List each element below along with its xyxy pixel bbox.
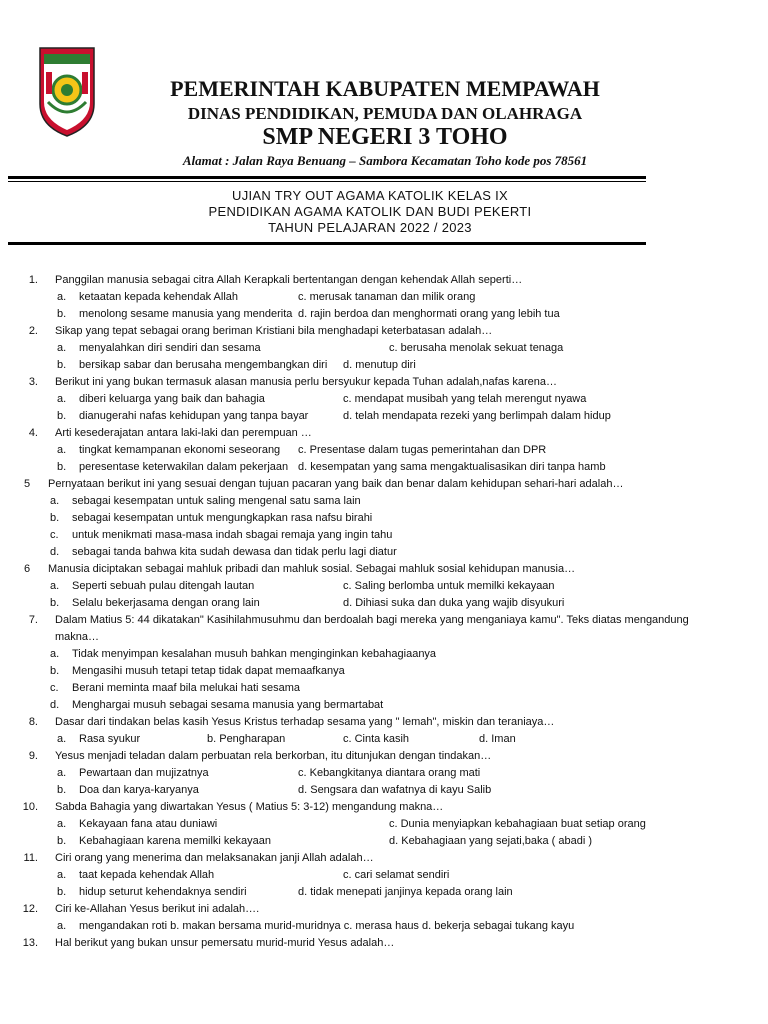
option-a: Kekayaan fana atau duniawi — [79, 818, 218, 830]
question-number: 13. — [22, 937, 38, 949]
option-b: sebagai kesempatan untuk mengungkapkan rasa nafsu birahi — [72, 512, 373, 524]
question-list — [0, 272, 768, 952]
question-text: makna… — [55, 631, 100, 643]
option-letter: a. — [57, 869, 67, 881]
question-1 — [0, 272, 768, 289]
option-c: c. berusaha menolak sekuat tenaga — [389, 342, 564, 354]
question-text: Yesus menjadi teladan dalam perbuatan rela berkorban, itu ditunjukan dengan tindakan… — [55, 750, 492, 762]
option-letter: a. — [57, 920, 67, 932]
options-row — [0, 289, 768, 306]
option-letter: b. — [57, 308, 67, 320]
option-d: d. telah mendapata rezeki yang berlimpah dalam hidup — [343, 410, 611, 422]
option-b: dianugerahi nafas kehidupan yang tanpa bayar — [79, 410, 309, 422]
options-row — [0, 884, 768, 901]
question-text: Dasar dari tindakan belas kasih Yesus Kristus terhadap sesama yang " lemah", miskin dan teraniaya… — [55, 716, 555, 728]
option-c: c. Saling berlomba untuk memilki kekayaan — [343, 580, 555, 592]
option-d: d. menutup diri — [343, 359, 416, 371]
options-row — [0, 544, 768, 561]
option-letter: b. — [57, 835, 67, 847]
option-letter: c. — [50, 682, 59, 694]
option-d: Menghargai musuh sebagai sesama manusia yang bermartabat — [72, 699, 384, 711]
option-letter: b. — [57, 886, 67, 898]
option-letter: a. — [50, 495, 60, 507]
options-row — [0, 765, 768, 782]
option-d: sebagai tanda bahwa kita sudah dewasa dan tidak perlu lagi diatur — [72, 546, 397, 558]
question-5 — [0, 476, 768, 493]
option-c: untuk menikmati masa-masa indah sbagai remaja yang ingin tahu — [72, 529, 393, 541]
options-row — [0, 680, 768, 697]
option-d: d. kesempatan yang sama mengaktualisasikan diri tanpa hamb — [298, 461, 606, 473]
option-c: c. mendapat musibah yang telah merengut nyawa — [343, 393, 587, 405]
question-text: Panggilan manusia sebagai citra Allah Kerapkali bertentangan dengan kehendak Allah seperti… — [55, 274, 523, 286]
header-department: DINAS PENDIDIKAN, PEMUDA DAN OLAHRAGA — [187, 104, 583, 123]
option-b: Doa dan karya-karyanya — [79, 784, 199, 796]
option-letter: a. — [50, 580, 60, 592]
option-a: Pewartaan dan mujizatnya — [79, 767, 209, 779]
question-number: 2. — [28, 325, 38, 337]
option-a: ketaatan kepada kehendak Allah — [79, 291, 239, 303]
option-b: Selalu bekerjasama dengan orang lain — [72, 597, 260, 609]
options-row — [0, 731, 768, 748]
options-row — [0, 816, 768, 833]
question-number: 5 — [24, 478, 31, 490]
option-a: Rasa syukur — [79, 733, 141, 745]
question-number: 12. — [22, 903, 38, 915]
option-letter: b. — [57, 461, 67, 473]
question-text: Ciri ke-Allahan Yesus berikut ini adalah…. — [55, 903, 260, 915]
option-letter: c. — [50, 529, 59, 541]
option-c: c. cari selamat sendiri — [343, 869, 450, 881]
option-letter: a. — [57, 393, 67, 405]
question-2 — [0, 323, 768, 340]
question-text: Pernyataan berikut ini yang sesuai dengan tujuan pacaran yang baik dan benar dalam kehidupan sehari-hari adalah… — [48, 478, 624, 490]
options-row — [0, 595, 768, 612]
option-b: hidup seturut kehendaknya sendiri — [79, 886, 247, 898]
question-number: 8. — [28, 716, 38, 728]
regency-logo — [36, 42, 98, 138]
option-letter: d. — [50, 699, 60, 711]
option-b: bersikap sabar dan berusaha mengembangkan diri — [79, 359, 328, 371]
question-text: Ciri orang yang menerima dan melaksanakan janji Allah adalah… — [55, 852, 374, 864]
question-text: Hal berikut yang bukan unsur pemersatu murid-murid Yesus adalah… — [55, 937, 395, 949]
options-row — [0, 833, 768, 850]
option-b: peresentase keterwakilan dalam pekerjaan — [79, 461, 289, 473]
option-c: Berani meminta maaf bila melukai hati sesama — [72, 682, 301, 694]
option-d: d. Dihiasi suka dan duka yang wajib disyukuri — [343, 597, 565, 609]
options-row — [0, 663, 768, 680]
header-divider-thick — [8, 176, 646, 179]
options-row — [0, 391, 768, 408]
option-b: b. Pengharapan — [207, 733, 286, 745]
question-6 — [0, 561, 768, 578]
option-c: c. Cinta kasih — [343, 733, 410, 745]
question-text: Dalam Matius 5: 44 dikatakan" Kasihilahmusuhmu dan berdoalah bagi mereka yang menganiaya kamu". Teks diatas mengandung — [55, 614, 689, 626]
option-a: sebagai kesempatan untuk saling mengenal satu sama lain — [72, 495, 361, 507]
question-7 — [0, 612, 768, 629]
option-letter: d. — [50, 546, 60, 558]
question-text: Manusia diciptakan sebagai mahluk pribadi dan mahluk sosial. Sebagai mahluk sosial kehidupan manusia… — [48, 563, 576, 575]
options-row — [0, 646, 768, 663]
option-c: c. merusak tanaman dan milik orang — [298, 291, 476, 303]
options-row — [0, 527, 768, 544]
question-number: 3. — [28, 376, 38, 388]
option-a: Tidak menyimpan kesalahan musuh bahkan menginginkan kebahagiaanya — [72, 648, 437, 660]
option-a: tingkat kemampanan ekonomi seseorang — [79, 444, 281, 456]
exam-subject: PENDIDIKAN AGAMA KATOLIK DAN BUDI PEKERTI — [208, 204, 532, 219]
option-letter: a. — [57, 291, 67, 303]
question-10 — [0, 799, 768, 816]
question-3 — [0, 374, 768, 391]
question-number: 6 — [24, 563, 31, 575]
question-text: Berikut ini yang bukan termasuk alasan manusia perlu bersyukur kepada Tuhan adalah,nafas karena… — [55, 376, 558, 388]
question-text: Arti kesederajatan antara laki-laki dan perempuan … — [55, 427, 312, 439]
option-letter: b. — [57, 359, 67, 371]
option-d: d. Sengsara dan wafatnya di kayu Salib — [298, 784, 492, 796]
option-c: c. Kebangkitanya diantara orang mati — [298, 767, 481, 779]
option-c: c. Dunia menyiapkan kebahagiaan buat setiap orang — [389, 818, 646, 830]
option-letter: b. — [57, 784, 67, 796]
option-c: c. Presentase dalam tugas pemerintahan dan DPR — [298, 444, 547, 456]
options-row — [0, 578, 768, 595]
question-8 — [0, 714, 768, 731]
option-letter: b. — [57, 410, 67, 422]
options-row — [0, 867, 768, 884]
exam-year: TAHUN PELAJARAN 2022 / 2023 — [268, 220, 472, 235]
option-d: d. rajin berdoa dan menghormati orang yang lebih tua — [298, 308, 560, 320]
option-letter: b. — [50, 665, 60, 677]
option-letter: a. — [57, 733, 67, 745]
options-row — [0, 697, 768, 714]
question-number: 1. — [28, 274, 38, 286]
options-row — [0, 510, 768, 527]
header-divider-thin — [8, 181, 646, 182]
option-letter: a. — [57, 342, 67, 354]
question-text: Sabda Bahagia yang diwartakan Yesus ( Matius 5: 3-12) mengandung makna… — [55, 801, 444, 813]
options-row — [0, 918, 768, 935]
options-row — [0, 459, 768, 476]
header-school-name: SMP NEGERI 3 TOHO — [262, 124, 508, 150]
option-b: Mengasihi musuh tetapi tetap tidak dapat memaafkanya — [72, 665, 345, 677]
options-row — [0, 357, 768, 374]
option-letter: a. — [57, 818, 67, 830]
question-number: 11. — [23, 852, 38, 864]
options-row — [0, 340, 768, 357]
option-a: mengandakan roti b. makan bersama murid-muridnya c. merasa haus d. bekerja sebagai tukang kayu — [79, 920, 575, 932]
option-a: taat kepada kehendak Allah — [79, 869, 215, 881]
option-letter: b. — [50, 512, 60, 524]
options-row — [0, 408, 768, 425]
option-b: menolong sesame manusia yang menderita — [79, 308, 293, 320]
option-d: d. tidak menepati janjinya kepada orang lain — [298, 886, 513, 898]
question-4 — [0, 425, 768, 442]
option-d: d. Iman — [479, 733, 516, 745]
exam-title: UJIAN TRY OUT AGAMA KATOLIK KELAS IX — [232, 188, 508, 203]
question-number: 7. — [28, 614, 38, 626]
option-d: d. Kebahagiaan yang sejati,baka ( abadi ) — [389, 835, 593, 847]
options-row — [0, 782, 768, 799]
header-government: PEMERINTAH KABUPATEN MEMPAWAH — [170, 76, 600, 101]
question-number: 4. — [28, 427, 38, 439]
question-11 — [0, 850, 768, 867]
question-13 — [0, 935, 768, 952]
question-9 — [0, 748, 768, 765]
option-a: Seperti sebuah pulau ditengah lautan — [72, 580, 255, 592]
option-letter: a. — [57, 444, 67, 456]
option-letter: a. — [50, 648, 60, 660]
option-letter: a. — [57, 767, 67, 779]
option-a: menyalahkan diri sendiri dan sesama — [79, 342, 261, 354]
options-row — [0, 493, 768, 510]
question-number: 10. — [22, 801, 38, 813]
option-letter: b. — [50, 597, 60, 609]
question-number: 9. — [28, 750, 38, 762]
exam-divider — [8, 242, 646, 245]
options-row — [0, 442, 768, 459]
option-b: Kebahagiaan karena memilki kekayaan — [79, 835, 272, 847]
options-row — [0, 306, 768, 323]
option-a: diberi keluarga yang baik dan bahagia — [79, 393, 265, 405]
header-address: Alamat : Jalan Raya Benuang – Sambora Kecamatan Toho kode pos 78561 — [182, 153, 588, 168]
question-12 — [0, 901, 768, 918]
question-text: Sikap yang tepat sebagai orang beriman Kristiani bila menghadapi keterbatasan adalah… — [55, 325, 493, 337]
question-7-continued — [0, 629, 768, 646]
